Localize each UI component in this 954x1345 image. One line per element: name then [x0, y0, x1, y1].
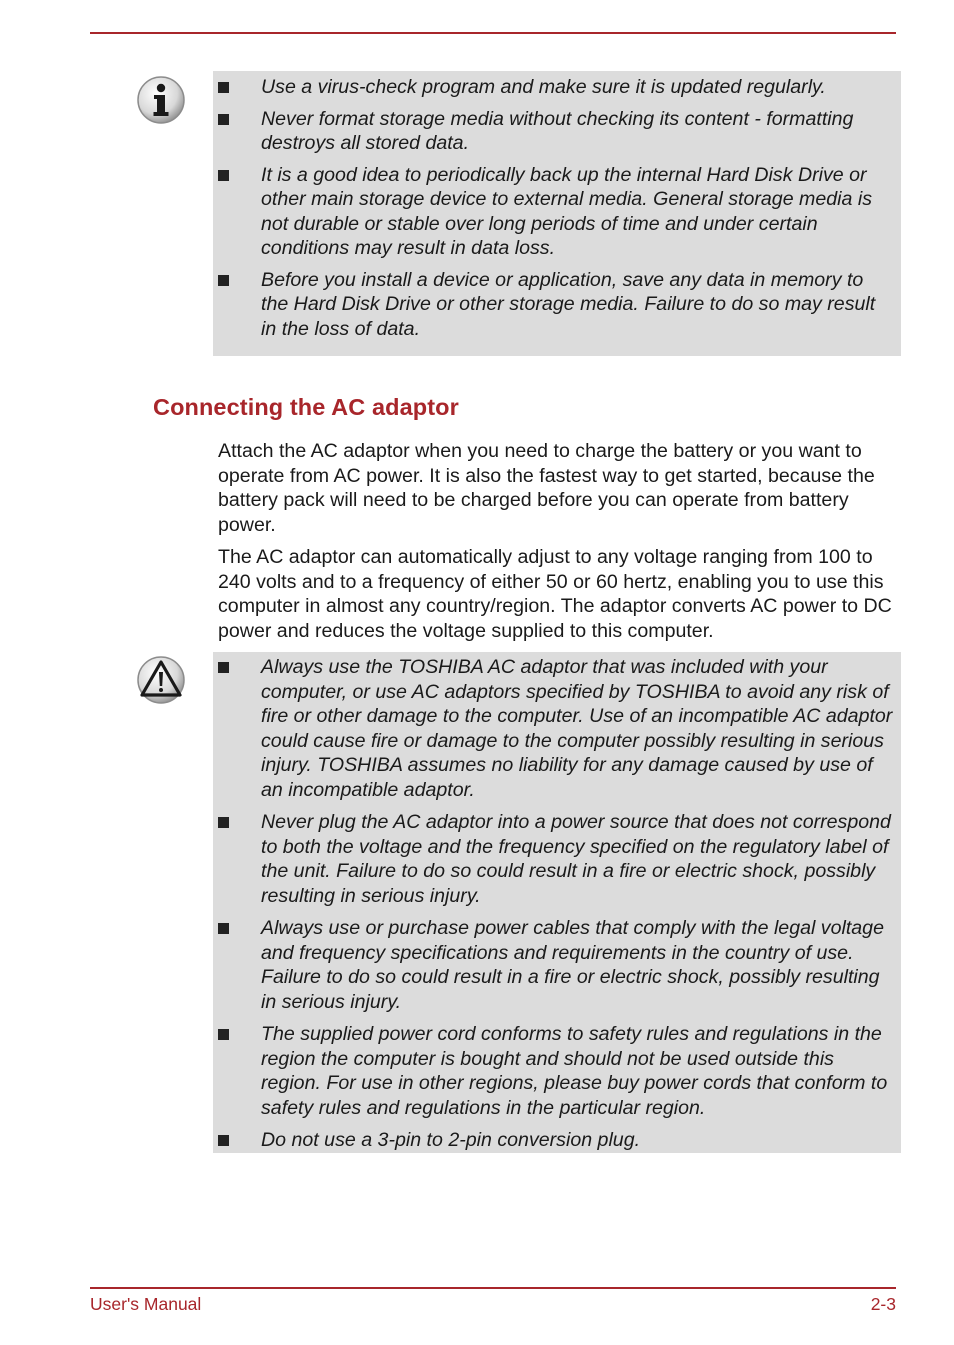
info-icon — [136, 75, 186, 125]
bullet-square-icon — [218, 275, 229, 286]
list-item: Always use the TOSHIBA AC adaptor that was included with your computer, or use AC adaptors specified by TOSHIBA to avoid any risk of fire or other damage to the computer. Use of an incompatible AC adaptor could cause fire or damage to the computer possibly resulting in serious injury. TOSHIBA assumes no liability for any damage caused by use of an incompatible adaptor. — [213, 655, 895, 802]
note-box — [213, 71, 901, 356]
bullet-square-icon — [218, 1135, 229, 1146]
list-item: Use a virus-check program and make sure it is updated regularly. — [213, 75, 895, 100]
bullet-square-icon — [218, 662, 229, 673]
header-rule — [90, 32, 896, 34]
bullet-square-icon — [218, 114, 229, 125]
list-item: The supplied power cord conforms to safety rules and regulations in the region the computer is bought and should not be used outside this region. For use in other regions, please buy power cords that conform to safety rules and regulations in the particular region. — [213, 1022, 895, 1120]
warning-box — [213, 652, 901, 1153]
bullet-square-icon — [218, 82, 229, 93]
list-item: Do not use a 3-pin to 2-pin conversion plug. — [213, 1128, 895, 1153]
page-number: 2-3 — [870, 1294, 896, 1314]
list-item: Before you install a device or application, save any data in memory to the Hard Disk Drive or other storage media. Failure to do so may result in the loss of data. — [213, 268, 895, 342]
bullet-square-icon — [218, 1029, 229, 1040]
list-item: Always use or purchase power cables that comply with the legal voltage and frequency specifications and requirements in the country of use. Failure to do so could result in a fire or electric shock, possibly resulting in serious injury. — [213, 916, 895, 1014]
bullet-square-icon — [218, 923, 229, 934]
section-heading: Connecting the AC adaptor — [153, 394, 459, 420]
warning-icon — [136, 655, 186, 705]
list-item: It is a good idea to periodically back up the internal Hard Disk Drive or other main storage device to external media. General storage media is not durable or stable over long periods of time and under certain conditions may result in data loss. — [213, 163, 895, 261]
bullet-square-icon — [218, 170, 229, 181]
list-item: Never plug the AC adaptor into a power source that does not correspond to both the voltage and the frequency specified on the regulatory label of the unit. Failure to do so could result in a fire or electric shock, possibly resulting in serious injury. — [213, 810, 895, 908]
footer-manual-title: User's Manual — [90, 1294, 202, 1314]
list-item: Never format storage media without checking its content - formatting destroys all stored data. — [213, 107, 895, 156]
body-paragraph: The AC adaptor can automatically adjust to any voltage ranging from 100 to 240 volts and to a frequency of either 50 or 60 hertz, enabling you to use this computer in almost any country/region. The adaptor converts AC power to DC power and reduces the voltage supplied to this computer. — [218, 546, 892, 642]
footer-rule — [90, 1287, 896, 1289]
body-paragraph: Attach the AC adaptor when you need to charge the battery or you want to operate from AC power. It is also the fastest way to get started, because the battery pack will need to be charged before you can operate from battery power. — [218, 440, 875, 536]
bullet-square-icon — [218, 817, 229, 828]
